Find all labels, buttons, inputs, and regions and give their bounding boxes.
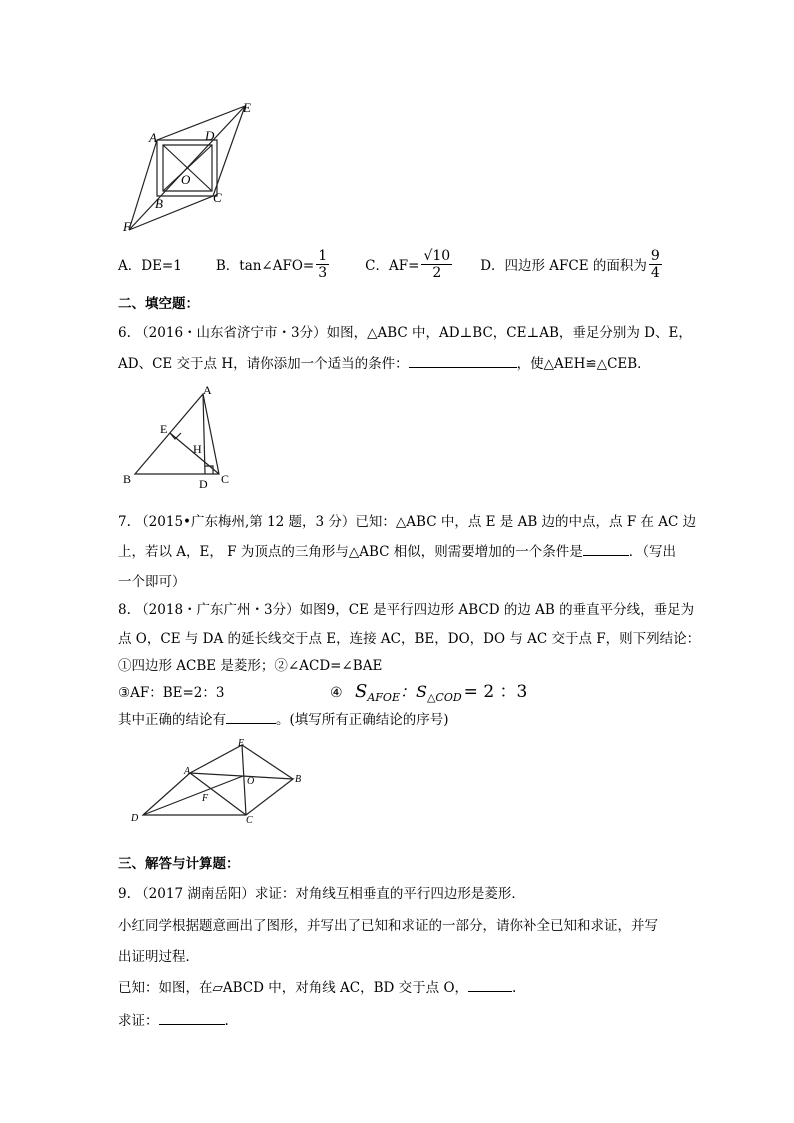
q8-line4a: ③AF：BE=2：3	[118, 685, 225, 701]
label-B: B	[155, 196, 163, 211]
fraction: $\frac{9}{4}$	[650, 247, 660, 281]
q6-line2: AD、CE 交于点 H，请你添加一个适当的条件： ，使△AEH≌△CEB．	[118, 352, 651, 372]
label-A: A	[203, 383, 212, 397]
option-c: C．AF= $\frac{√10}{2}$	[365, 247, 451, 281]
label-C: C	[221, 472, 230, 486]
label-F: F	[123, 219, 131, 234]
option-a: A．DE=1	[118, 258, 182, 274]
label-A: A	[149, 130, 157, 145]
q7-line1: 7. （2015•广东梅州,第 12 题，3 分）已知：△ABC 中，点 E 是 AB 边的中点，点 F 在 AC 边	[118, 514, 697, 530]
section-title-fill-in: 二、填空题：	[118, 296, 199, 312]
label-D: D	[199, 477, 208, 490]
answer-blank[interactable]	[226, 709, 276, 724]
answer-blank[interactable]	[583, 541, 629, 556]
option-d: D．四边形 AFCE 的面积为 $\frac{9}{4}$	[480, 247, 660, 281]
label-E: E	[243, 100, 251, 115]
label-B: B	[295, 774, 302, 785]
answer-blank[interactable]	[409, 353, 517, 368]
q6-line1: 6. （2016・山东省济宁市・3分）如图，△ABC 中，AD⊥BC，CE⊥AB，垂足分别为 D、E，	[118, 325, 692, 341]
answer-blank[interactable]	[468, 977, 512, 992]
label-A: A	[184, 766, 191, 777]
label-H: H	[193, 442, 202, 456]
q7-line3: 一个即可）	[118, 574, 186, 590]
q9-line1: 9. （2017 湖南岳阳）求证：对角线互相垂直的平行四边形是菱形．	[118, 886, 525, 902]
q9-line4: 已知：如图，在▱ABCD 中，对角线 AC，BD 交于点 O， .	[118, 976, 516, 996]
q8-line4b: ④ $S_{AFOE}$：$S_{\triangle COD} = 2$ ：3	[330, 681, 528, 704]
fraction: $\frac{1}{3}$	[318, 247, 328, 281]
label-F: F	[202, 793, 209, 804]
q8-line3: ①四边形 ACBE 是菱形；②∠ACD=∠BAE	[118, 658, 383, 674]
label-O: O	[247, 776, 255, 787]
q8-line5: 其中正确的结论有 。(填写所有正确结论的序号)	[118, 708, 449, 728]
label-E: E	[238, 738, 245, 749]
label-D: D	[205, 128, 215, 143]
label-E: E	[160, 422, 168, 436]
label-C: C	[246, 815, 253, 826]
section-title-solve: 三、解答与计算题：	[118, 856, 240, 872]
label-O: O	[181, 172, 191, 187]
q5-options	[118, 244, 664, 284]
answer-blank[interactable]	[159, 1010, 225, 1025]
label-C: C	[213, 190, 222, 205]
q7-line2: 上，若以 A，E， F 为顶点的三角形与△ABC 相似，则需要增加的一个条件是 ．（写出	[118, 540, 676, 560]
figure-triangle-altitudes	[115, 382, 240, 490]
q8-line2: 点 O，CE 与 DA 的延长线交于点 E，连接 AC，BE，DO，DO 与 AC 交于点 F，则下列结论：	[118, 631, 701, 647]
figure-parallelogram	[125, 735, 320, 830]
q9-line2: 小红同学根据题意画出了图形，并写出了已知和求证的一部分，请你补全已知和求证，并写	[118, 918, 658, 934]
fraction: $\frac{√10}{2}$	[423, 247, 451, 281]
figure-rhombus-square	[115, 98, 260, 236]
q9-line3: 出证明过程．	[118, 949, 199, 965]
q8-line1: 8. （2018・广东广州・3分）如图9，CE 是平行四边形 ABCD 的边 AB 的垂直平分线，垂足为	[118, 602, 695, 618]
q9-line5: 求证： .	[118, 1009, 229, 1029]
label-B: B	[123, 472, 132, 486]
label-D: D	[131, 813, 139, 824]
option-b: B．tan∠AFO= $\frac{1}{3}$	[215, 247, 328, 281]
